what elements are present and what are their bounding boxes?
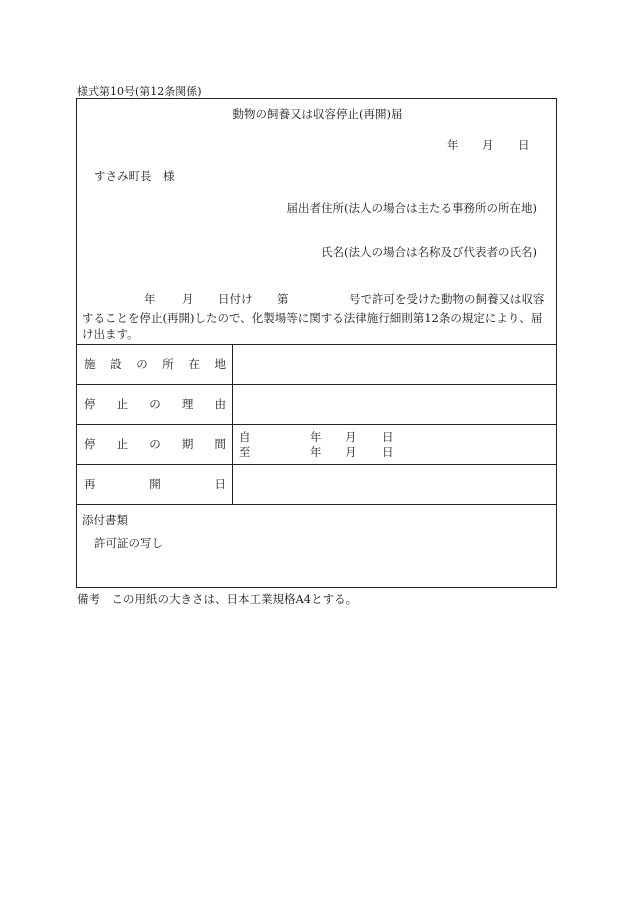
period-from-day: 日	[382, 430, 394, 444]
facility-location-label: 施 設 の 所 在 地	[84, 357, 226, 371]
form-title: 動物の飼養又は収容停止(再開)届	[232, 107, 403, 121]
form-frame	[76, 98, 557, 588]
period-to-year: 年	[310, 445, 322, 459]
body-line1-text: 号で許可を受けた動物の飼養又は収容	[349, 292, 545, 306]
attachment-item: 許可証の写し	[94, 536, 163, 550]
period-from-year: 年	[310, 430, 322, 444]
period-to-label: 至	[239, 445, 251, 459]
body-line3: け出ます。	[82, 327, 139, 341]
form-number: 様式第10号(第12条関係)	[77, 85, 202, 98]
table-divider	[77, 424, 556, 425]
body-number-prefix: 第	[277, 292, 289, 306]
addressee: すさみ町長 様	[94, 169, 175, 183]
notifier-name-label: 氏名(法人の場合は名称及び代表者の氏名)	[321, 245, 537, 259]
table-divider	[77, 384, 556, 385]
period-to-month: 月	[345, 445, 357, 459]
date-year-label: 年	[447, 138, 459, 152]
stop-period-label: 停 止 の 期 間	[84, 437, 226, 451]
stop-reason-label: 停 止 の 理 由	[84, 397, 226, 411]
notifier-address-label: 届出者住所(法人の場合は主たる事務所の所在地)	[286, 201, 537, 215]
period-to-day: 日	[382, 445, 394, 459]
body-year-label: 年	[144, 292, 156, 306]
notification-body	[82, 294, 552, 342]
reopen-date-label: 再 開 日	[84, 477, 226, 491]
body-date-label: 日付け	[218, 292, 253, 306]
attachments-title: 添付書類	[82, 513, 128, 527]
period-from-month: 月	[345, 430, 357, 444]
table-divider	[77, 464, 556, 465]
date-day-label: 日	[518, 138, 530, 152]
table-divider	[77, 504, 556, 505]
body-month-label: 月	[182, 292, 194, 306]
footnote: 備考 この用紙の大きさは、日本工業規格A4とする。	[77, 592, 358, 606]
date-month-label: 月	[482, 138, 494, 152]
table-column-divider	[232, 344, 233, 504]
table-divider	[77, 344, 556, 345]
period-from-label: 自	[239, 430, 251, 444]
body-line2: することを停止(再開)したので、化製場等に関する法律施行細則第12条の規定により、届	[82, 311, 543, 325]
